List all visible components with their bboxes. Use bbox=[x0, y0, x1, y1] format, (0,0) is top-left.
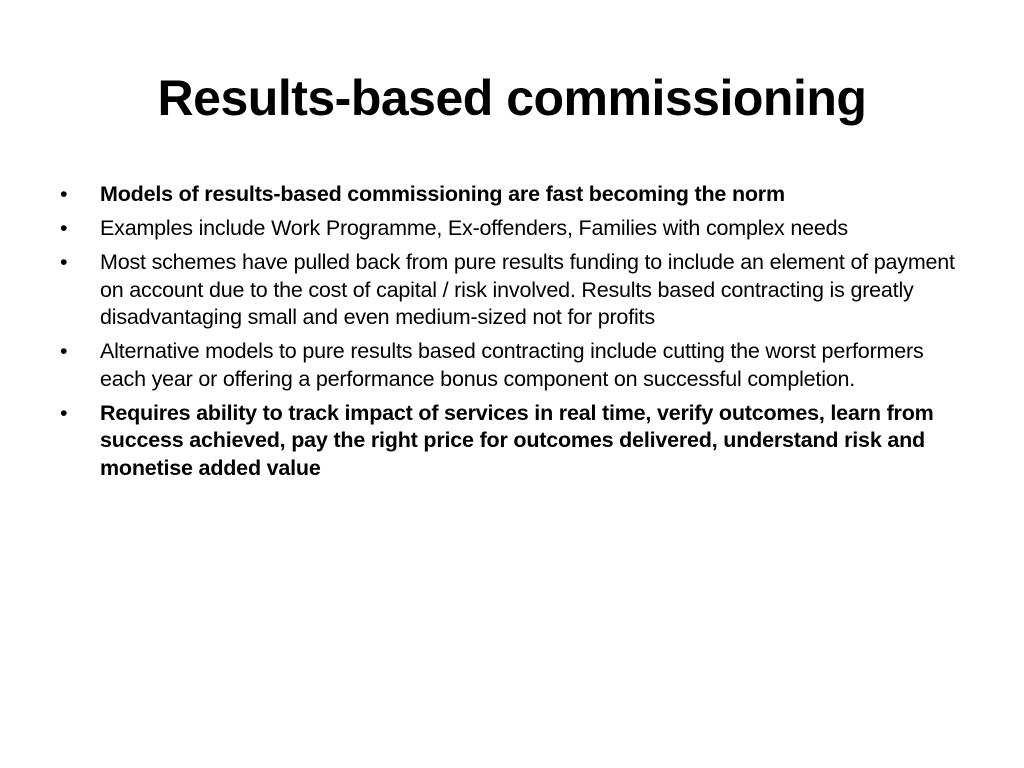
bullet-item-alternative-models bbox=[60, 338, 960, 393]
bullet-text: Requires ability to track impact of services in real time, verify outcomes, learn from success achieved, pay the right price for outcomes delivered, understand risk and monetise added value bbox=[100, 400, 934, 480]
bullet-list bbox=[60, 181, 960, 489]
bullet-marker: • bbox=[60, 400, 68, 425]
bullet-text: Examples include Work Programme, Ex-offenders, Families with complex needs bbox=[100, 216, 848, 240]
bullet-text: Alternative models to pure results based contracting include cutting the worst performers each year or offering a performance bonus component on successful completion. bbox=[100, 339, 924, 391]
bullet-text: Most schemes have pulled back from pure results funding to include an element of payment on account due to the cost of capital / risk involved. Results based contracting is greatly disadvantaging small and even medium-sized not for profits bbox=[100, 250, 955, 329]
bullet-item-requirements bbox=[60, 400, 960, 483]
slide-title: Results-based commissioning bbox=[157, 70, 867, 126]
bullet-marker: • bbox=[60, 339, 68, 363]
bullet-item-examples bbox=[60, 215, 960, 243]
bullet-text: Models of results-based commissioning are fast becoming the norm bbox=[100, 182, 785, 206]
bullet-item-norm bbox=[60, 181, 960, 209]
bullet-marker: • bbox=[60, 182, 68, 206]
bullet-marker: • bbox=[60, 216, 68, 240]
bullet-item-payment-on-account bbox=[60, 249, 960, 332]
bullet-marker: • bbox=[60, 250, 68, 274]
